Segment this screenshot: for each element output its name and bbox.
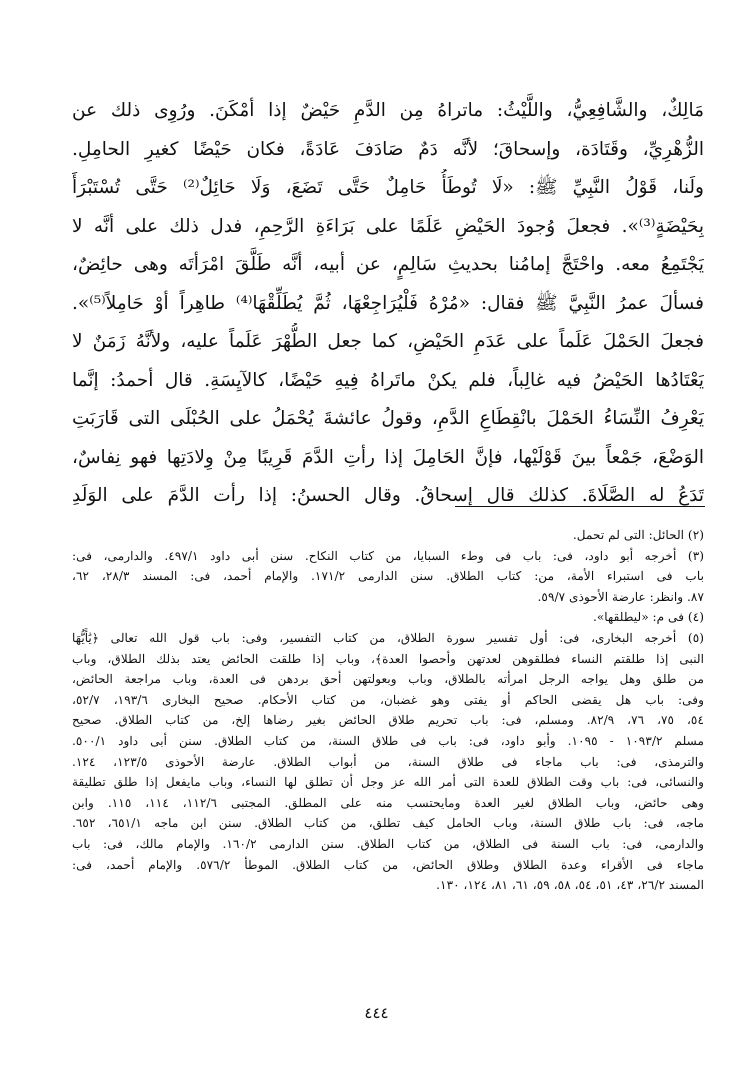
footnotes-block xyxy=(72,525,704,896)
footnote-line: والدارمى، فى: باب السنة فى الطلاق، من كتاب الطلاق. سنن الدارمى ١٦٠/٢. والإمام مالك، فى: باب xyxy=(72,836,704,851)
footnote-line: (٥) أخرجه البخارى، فى: أول تفسير سورة الطلاق، من كتاب التفسير، وفى: باب قول الله تعالى ﴿يَٰأَيُّهَا xyxy=(72,630,704,645)
footnote-line: والنسائى، فى: باب وقت الطلاق للعدة التى أمر الله عز وجل أن تطلق لها النساء، وباب مايفعل إذا طلق تطليقة xyxy=(72,775,704,790)
main-text-line: بِحَيْضَةٍ⁽³⁾». فجعلَ وُجودَ الحَيْضِ عَلَمًا على بَرَاءَةِ الرَّحِمِ، فدل ذلك على أنَّه لا xyxy=(72,215,704,237)
footnote-line: المسند ٢٦/٢، ٤٣، ٥١، ٥٤، ٥٨، ٥٩، ٦١، ٨١، ١٢٤، ١٣٠. xyxy=(436,878,704,893)
footnote-line: ماجاء فى الأقراء وعدة الطلاق وطلاق الحائض، من كتاب الطلاق. الموطأ ٥٧٦/٢. والإمام أحمد، فى: xyxy=(72,857,704,872)
footnote-line: (٣) أخرجه أبو داود، فى: باب فى وطء السبايا، من كتاب النكاح. سنن أبى داود ٤٩٧/١. والدارمى، فى: xyxy=(72,548,704,563)
footnote-line: وهى حائض، وباب الطلاق لغير العدة ومايحتسب منه على المطلق. المجتبى ١١٢/٦، ١١٤، ١١٥. وابن xyxy=(72,795,704,810)
main-text-line: تَدَعُ له الصَّلَاةَ. كذلك قال إسحاقُ. وقال الحسنُ: إذا رأت الدَّمَ على الوَلَدِ xyxy=(72,485,704,506)
main-text-line: يَعْرِفُ النِّسَاءُ الحَمْلَ بانْقِطَاعِ الدَّمِ، وقولُ عائشةَ يُحْمَلُ على الحُبْلَى التى قَارَبَتِ xyxy=(72,408,704,429)
footnote-line: ماجه، فى: باب طلاق السنة، وباب الحامل كيف تطلق، من كتاب الطلاق. سنن ابن ماجه ٦٥١/١، ٦٥٢. xyxy=(72,816,704,831)
footnote-line: ٨٧. وانظر: عارضة الأحوذى ٥٩/٧. xyxy=(537,589,704,604)
main-text-line: فجعلَ الحَمْلَ عَلَماً على عَدَمِ الحَيْضِ، كما جعل الطُّهْرَ عَلَماً عليه، ولأنَّهُ زَمَنٌ لا xyxy=(72,331,704,352)
footnote-line: (٢) الحائل: التى لم تحمل. xyxy=(572,528,704,542)
footnote-divider xyxy=(455,506,705,507)
footnote-line: مسلم ١٠٩٣/٢ - ١٠٩٥. وأبو داود، فى: باب فى طلاق السنة، من كتاب الطلاق. سنن أبى داود ٥٠٠/١. xyxy=(72,733,704,748)
footnote-line: من طلق وهل يواجه الرجل امرأته بالطلاق، وباب وبعولتهن أحق بردهن فى العدة، وباب مراجعة الحائض، xyxy=(72,672,704,687)
main-text-line: ولَنا، قَوْلُ النَّبِيِّ ﷺ: «لَا تُوطَأُ حَامِلٌ حَتَّى تَضَعَ، وَلَا حَائِلٌ⁽²⁾ حَتَّى تُسْتَبْرَأَ xyxy=(72,177,704,198)
footnote-line: النبى إذا طلقتم النساء فطلقوهن لعدتهن وأحصوا العدة﴾، وباب إذا طلقت الحائض يعتد بذلك الطلاق، وباب xyxy=(72,651,704,666)
main-text-line: فسألَ عمرُ النَّبِيَّ ﷺ فقال: «مُرْهُ فَلْيُرَاجِعْهَا، ثُمَّ يُطَلِّقْهَا⁽⁴⁾ طاهِراً أوْ حَامِلاً⁽⁵⁾». xyxy=(72,292,704,314)
footnote-line: وفى: باب هل يقضى الحاكم أو يفتى وهو غضبان، من كتاب الأحكام. صحيح البخارى ١٩٣/٦، ٥٢/٧، xyxy=(72,692,704,707)
main-text-line: يَجْتَمِعُ معه. واحْتَجَّ إمامُنا بحديثِ سَالِمٍ، عن أبيه، أنَّه طَلَّقَ امْرَأتَه وهى حائِضٌ، xyxy=(72,254,704,275)
main-text-line: الوَضْعَ، جَمْعاً بينَ قَوْلَيْها، فإنَّ الحَامِلَ إذا رأتِ الدَّمَ قَرِيبًا مِنْ وِلادَتِها فهو نِفاسٌ، xyxy=(72,446,704,468)
main-text-line: مَالِكٌ، والشَّافِعِيُّ، واللَّيْثُ: ماتراهُ مِن الدَّمِ حَيْضٌ إذا أمْكَنَ. ورُوِى ذلك عن xyxy=(72,100,704,121)
footnote-line: والترمذى، فى: باب ماجاء فى طلاق السنة، من أبواب الطلاق. عارضة الأحوذى ١٢٣/٥، ١٢٤. xyxy=(72,754,704,769)
footnote-line: (٤) فى م: «ليطلقها». xyxy=(592,610,704,625)
page-number: ٤٤٤ xyxy=(364,1004,389,1022)
main-text-line: الزُّهْرِيِّ، وقَتَادَة، وإسحاقَ؛ لأنَّه دَمٌ صَادَفَ عَادَةً، فكان حَيْضًا كغيرِ الحامِلِ. xyxy=(72,138,704,160)
main-text-block xyxy=(72,92,704,516)
main-text-line: يَعْتَادُها الحَيْضُ فيه غالِباً، فلم يكنْ ماتَراهُ فِيهِ حَيْضًا، كالآيِسَةِ. قال أحمدُ: إنَّما xyxy=(72,369,704,391)
footnote-line: ٥٤، ٧٥، ٧٦، ٨٢/٩. ومسلم، فى: باب تحريم طلاق الحائض بغير رضاها إلخ، من كتاب الطلاق. صحيح xyxy=(72,713,704,728)
footnote-line: باب فى استبراء الأمة، من: كتاب الطلاق. سنن الدارمى ١٧١/٢. والإمام أحمد، فى: المسند ٢٨/٣، ٦٢، xyxy=(72,569,704,584)
